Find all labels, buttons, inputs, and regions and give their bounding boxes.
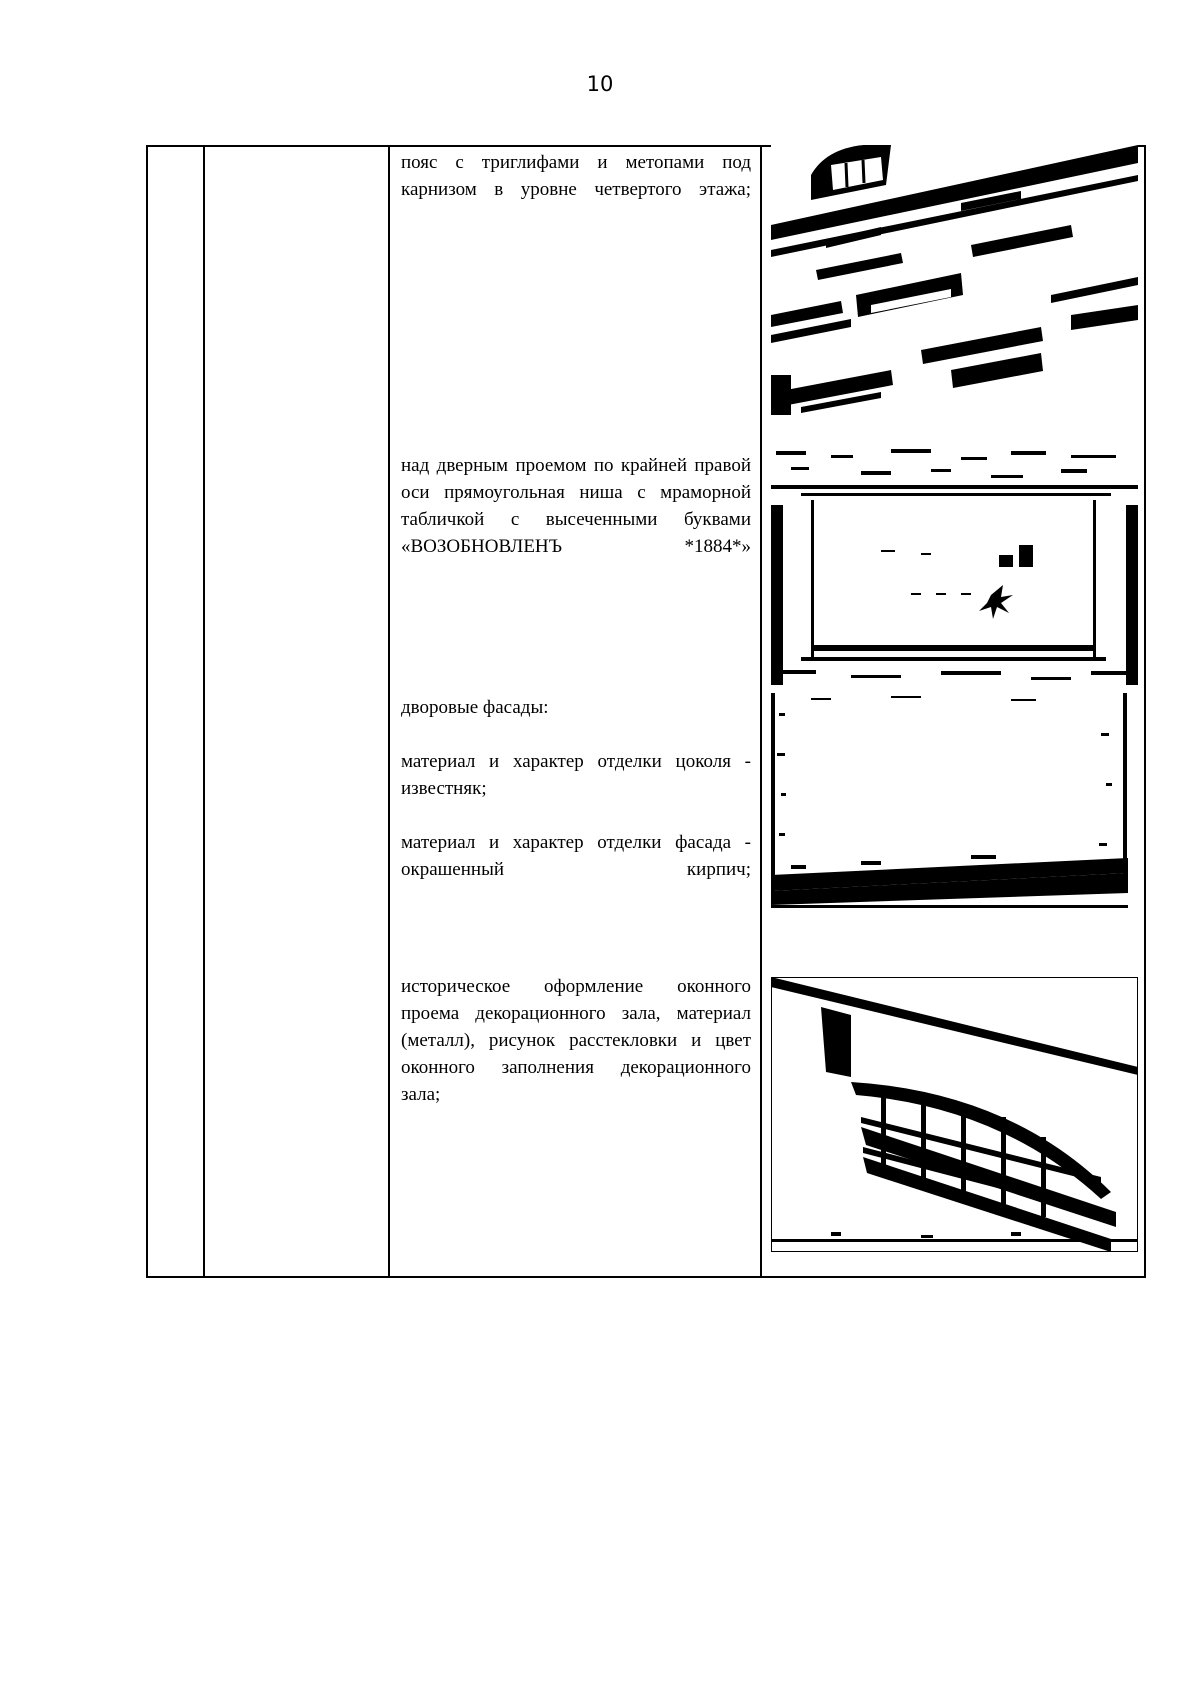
feature-text-facade-material: материал и характер отделки фасада - окрашенный кирпич;	[401, 832, 751, 880]
column-divider	[760, 147, 762, 1276]
column-divider	[203, 147, 205, 1276]
section-heading-courtyard-facades: дворовые фасады:	[401, 697, 549, 718]
page-number: 10	[586, 72, 614, 96]
feature-text-plinth-material: материал и характер отделки цоколя - известняк;	[401, 751, 751, 799]
column-divider	[388, 147, 390, 1276]
courtyard-wall-photo	[771, 693, 1128, 915]
marble-plaque-photo	[771, 445, 1138, 693]
facade-cornice-photo	[771, 145, 1138, 422]
feature-text-plaque-niche: над дверным проемом по крайней правой оси прямоугольная ниша с мраморной табличкой с высеченными буквами «ВОЗОБНОВЛЕНЪ *1884*»	[401, 455, 751, 557]
arched-window-photo	[771, 977, 1138, 1252]
feature-text-window-design: историческое оформление оконного проема декорационного зала, материал (металл), рисунок расстекловки и цвет оконного заполнения декорационного зала;	[401, 976, 751, 1105]
feature-text-triglyph-frieze: пояс с триглифами и метопами под карнизом в уровне четвертого этажа;	[401, 152, 751, 200]
